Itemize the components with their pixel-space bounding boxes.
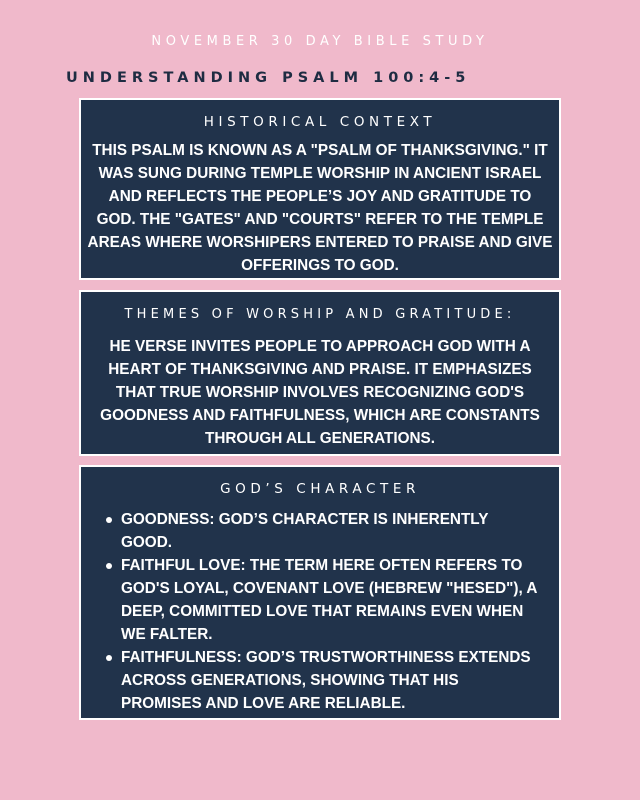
gods-character-heading: GOD’S CHARACTER xyxy=(220,481,420,497)
list-item xyxy=(121,646,539,715)
historical-context-body: THIS PSALM IS KNOWN AS A "PSALM OF THANKSGIVING." IT WAS SUNG DURING TEMPLE WORSHIP IN ANCIENT ISRAEL AND REFLECTS THE PEOPLE’S JOY AND GRATITUDE TO GOD. THE "GATES" AND "COURTS" REFER TO THE TEMPLE AREAS WHERE WORSHIPERS ENTERED TO PRAISE AND GIVE OFFERINGS TO GOD. xyxy=(87,142,553,274)
themes-body: HE VERSE INVITES PEOPLE TO APPROACH GOD WITH A HEART OF THANKSGIVING AND PRAISE. IT EMPHASIZES THAT TRUE WORSHIP INVOLVES RECOGNIZING GOD'S GOODNESS AND FAITHFULNESS, WHICH ARE CONSTANTS THROUGH ALL GENERATIONS. xyxy=(100,338,540,447)
list-item-text: FAITHFUL LOVE: THE TERM HERE OFTEN REFERS TO GOD'S LOYAL, COVENANT LOVE (HEBREW "HESED"), A DEEP, COMMITTED LOVE THAT REMAINS EVEN WHEN WE FALTER. xyxy=(121,557,537,643)
historical-context-card xyxy=(79,98,561,280)
bullet-icon xyxy=(106,517,112,523)
list-item-text: FAITHFULNESS: GOD’S TRUSTWORTHINESS EXTENDS ACROSS GENERATIONS, SHOWING THAT HIS PROMISES AND LOVE ARE RELIABLE. xyxy=(121,649,531,712)
themes-card xyxy=(79,290,561,456)
page-title: NOVEMBER 30 DAY BIBLE STUDY xyxy=(151,34,489,49)
list-item xyxy=(121,554,539,646)
list-item xyxy=(121,508,539,554)
character-list xyxy=(81,508,559,715)
page-subtitle: UNDERSTANDING PSALM 100:4-5 xyxy=(66,70,471,86)
historical-context-heading: HISTORICAL CONTEXT xyxy=(203,114,437,130)
gods-character-card xyxy=(79,465,561,720)
list-item-text: GOODNESS: GOD’S CHARACTER IS INHERENTLY GOOD. xyxy=(121,511,489,551)
themes-heading: THEMES OF WORSHIP AND GRATITUDE: xyxy=(124,307,516,322)
bullet-icon xyxy=(106,655,112,661)
bullet-icon xyxy=(106,563,112,569)
